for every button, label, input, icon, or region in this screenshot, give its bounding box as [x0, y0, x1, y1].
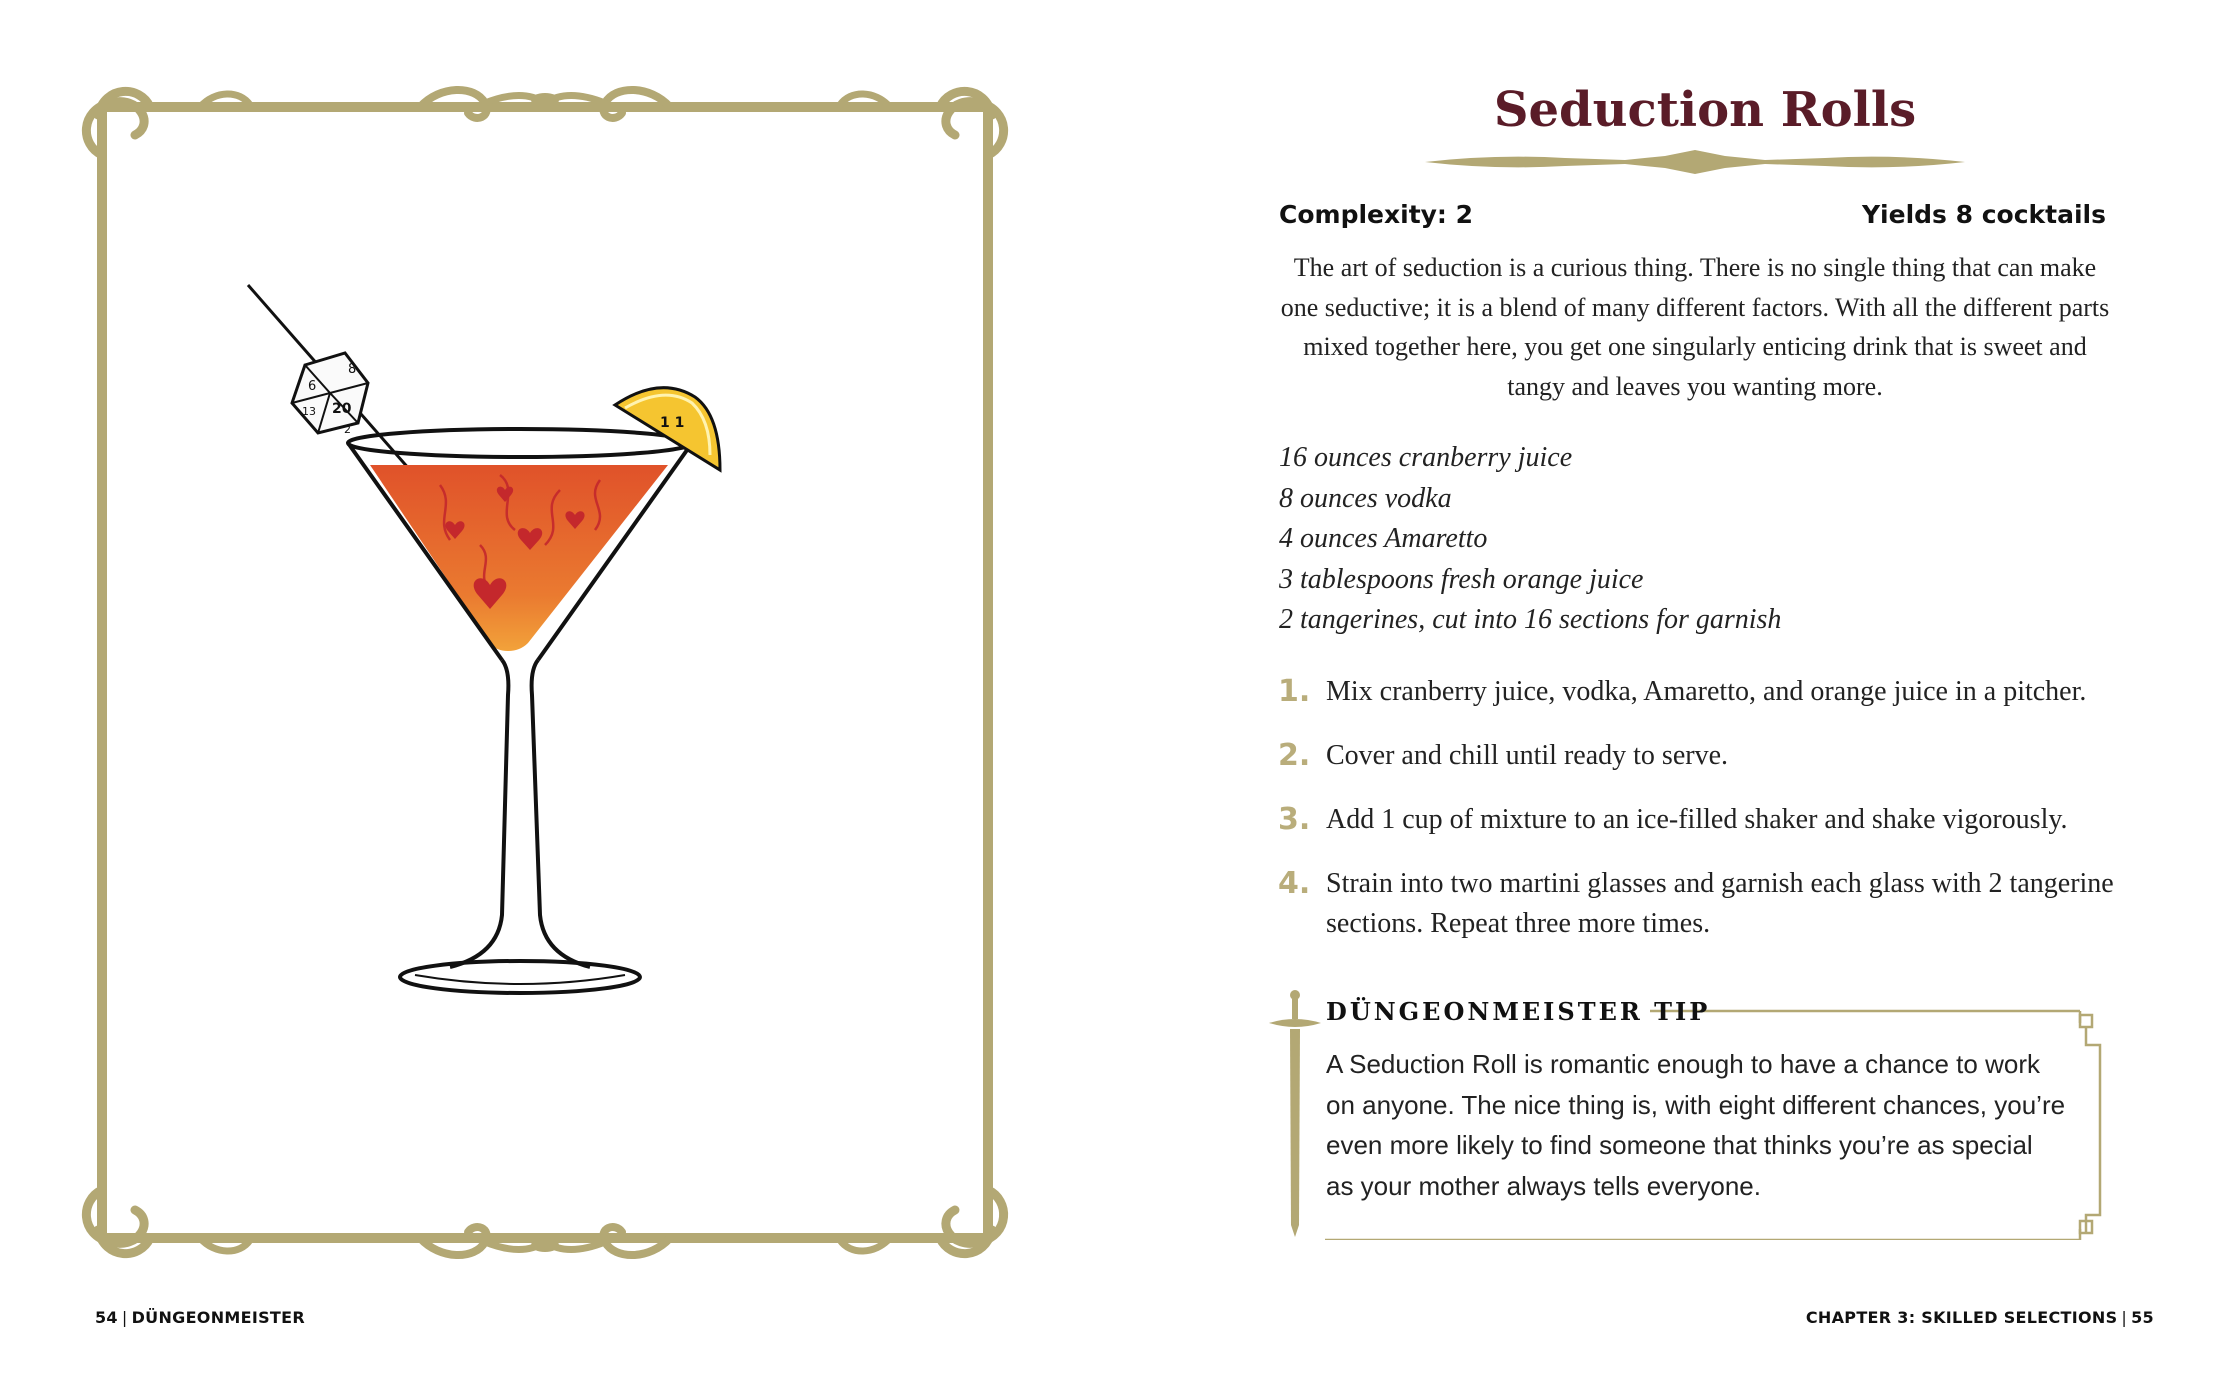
- recipe-intro: The art of seduction is a curious thing. There is no single thing that can make one seductive; it is a blend of many different factors. With all the different parts mixed together here, you get one singularly enticing drink that is sweet and tangy and leaves you wanting more.: [1280, 253, 2110, 401]
- step-number: 4.: [1278, 866, 1311, 901]
- step-number: 1.: [1278, 674, 1311, 709]
- complexity-label: Complexity: 2: [1279, 200, 1474, 229]
- footer-separator: |: [2121, 1308, 2128, 1327]
- left-page-number: 54: [95, 1308, 118, 1327]
- step-item: [1278, 736, 2118, 776]
- step-number: 2.: [1278, 738, 1311, 773]
- drink-liquid: [370, 465, 668, 651]
- d20-die-icon: [292, 353, 368, 436]
- right-running-head: CHAPTER 3: SKILLED SELECTIONS: [1805, 1308, 2118, 1327]
- step-text: Strain into two martini glasses and garnish each glass with 2 tangerine sections. Repeat three more times.: [1326, 868, 2114, 939]
- die-number: 2: [344, 423, 351, 436]
- ingredient-item: 2 tangerines, cut into 16 sections for garnish: [1279, 604, 1782, 635]
- step-item: [1278, 800, 2118, 840]
- left-page-footer: [95, 1308, 305, 1327]
- die-number: 6: [308, 379, 317, 394]
- yields-label: Yields 8 cocktails: [1861, 200, 2106, 229]
- step-text: Mix cranberry juice, vodka, Amaretto, and orange juice in a pitcher.: [1326, 676, 2087, 707]
- title-ornament-divider: [1425, 148, 1965, 176]
- ingredient-item: 16 ounces cranberry juice: [1279, 442, 1573, 473]
- ingredient-item: 3 tablespoons fresh orange juice: [1279, 563, 1644, 595]
- recipe-title: Seduction Rolls: [1493, 82, 1917, 138]
- step-number: 3.: [1278, 802, 1311, 837]
- footer-separator: |: [121, 1308, 128, 1327]
- tip-body: A Seduction Roll is romantic enough to have a chance to work on anyone. The nice thing is, with eight different chances, you’re even more likely to find someone that thinks you’re as special as your mother always tells everyone.: [1326, 1049, 2066, 1201]
- step-item: [1278, 864, 2118, 944]
- die-number: 20: [332, 401, 352, 417]
- die-number: 8: [348, 362, 357, 377]
- tip-title: DÜNGEONMEISTER TIP: [1326, 997, 1711, 1026]
- lemon-wedge-icon: [615, 388, 720, 470]
- ingredient-item: 4 ounces Amaretto: [1279, 523, 1488, 554]
- step-text: Add 1 cup of mixture to an ice-filled shaker and shake vigorously.: [1326, 804, 2068, 835]
- step-text: Cover and chill until ready to serve.: [1326, 740, 1728, 771]
- right-page-number: 55: [2131, 1308, 2154, 1327]
- step-item: [1278, 672, 2118, 712]
- left-running-head: DÜNGEONMEISTER: [131, 1308, 305, 1327]
- cocktail-illustration: [240, 275, 760, 1015]
- right-page-footer: [1806, 1308, 2154, 1327]
- die-number: 13: [302, 405, 316, 418]
- garnish-number: 1 1: [660, 415, 685, 431]
- ingredient-item: 8 ounces vodka: [1279, 482, 1452, 514]
- ingredients-list: [1279, 438, 1781, 641]
- sword-icon: [1269, 990, 1321, 1237]
- steps-list: [1278, 672, 2118, 968]
